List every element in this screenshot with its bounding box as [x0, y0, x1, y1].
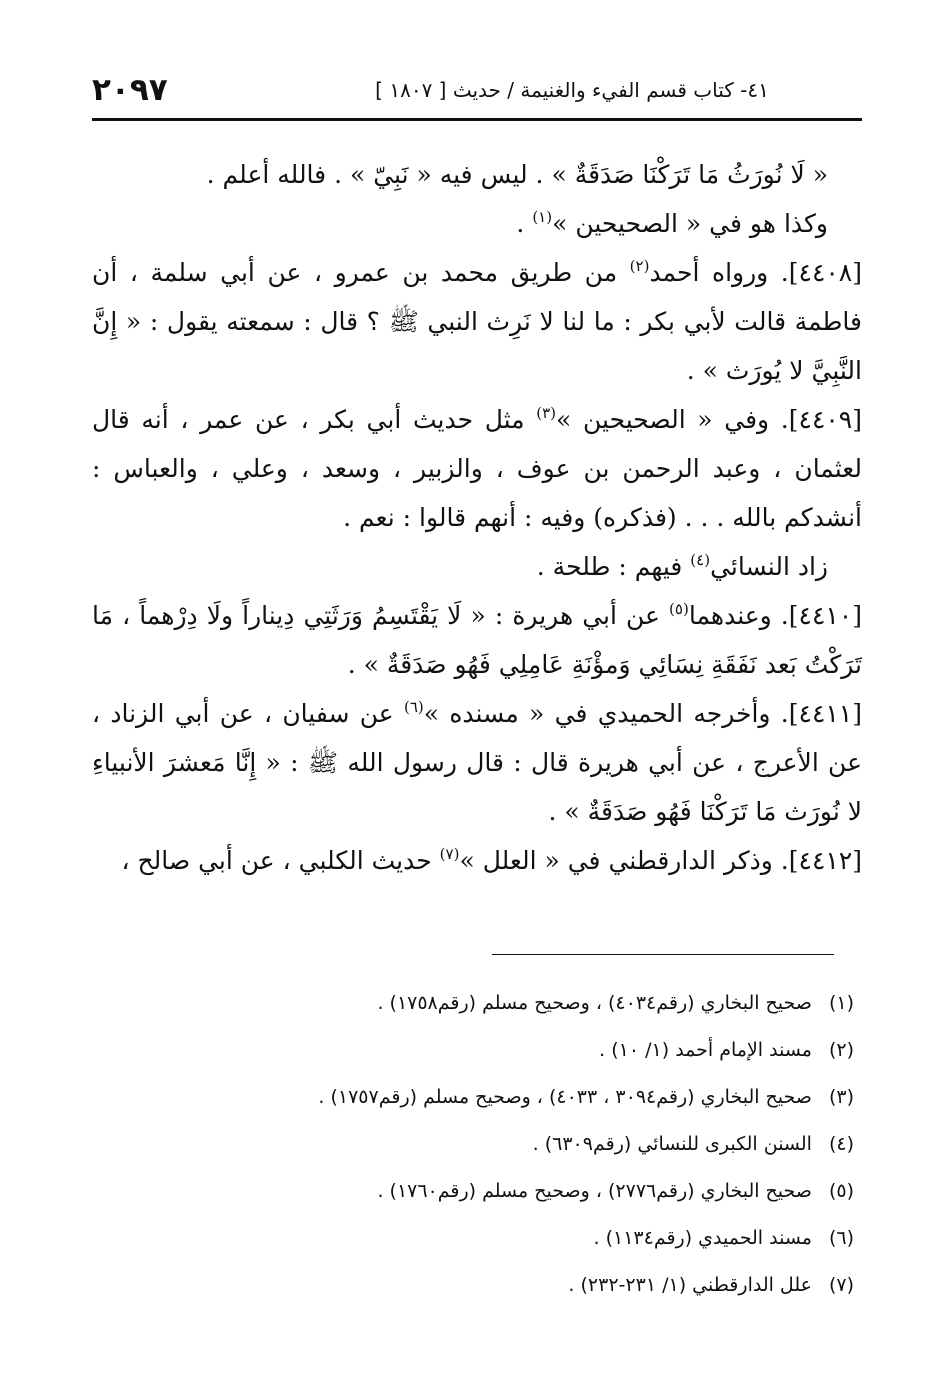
footnotes	[92, 980, 862, 1309]
hadith-4408	[92, 248, 862, 395]
nasai-intro: زاد النسائي	[710, 552, 828, 581]
hadith-4410	[92, 591, 862, 689]
hadith-text: حديث الكلبي ، عن أبي صالح ،	[121, 846, 440, 875]
footnote-3	[92, 1074, 862, 1121]
footnote-number: (٥)	[828, 1180, 854, 1202]
footnote-text: مسند الحميدي (رقم١١٣٤) .	[593, 1227, 812, 1249]
footnote-number: (١)	[828, 992, 854, 1014]
nasai-text: فيهم : طلحة .	[536, 552, 691, 581]
footnote-text: مسند الإمام أحمد (١/ ١٠) .	[599, 1039, 812, 1061]
footnote-number: (٢)	[828, 1039, 854, 1061]
footnote-2	[92, 1027, 862, 1074]
footnote-number: (٣)	[828, 1086, 854, 1108]
hadith-number: [٤٤٠٨]	[788, 258, 862, 287]
footnote-7	[92, 1262, 862, 1309]
paragraph-2-text: وكذا هو في « الصحيحين »	[552, 209, 828, 238]
footnote-ref-5[interactable]: (٥)	[669, 600, 689, 618]
footnote-ref-1[interactable]: (١)	[532, 208, 553, 226]
footnote-4	[92, 1121, 862, 1168]
footnote-number: (٤)	[828, 1133, 854, 1155]
paragraph-2	[92, 199, 862, 248]
footnote-text: صحيح البخاري (رقم٤٠٣٤) ، وصحيح مسلم (رقم١٧٥٨) .	[377, 992, 812, 1014]
paragraph-1: « لَا نُورَثُ مَا تَرَكْنَا صَدَقَةٌ » . ليس فيه « نَبِيّ » . فالله أعلم .	[206, 160, 828, 189]
footnote-text: السنن الكبرى للنسائي (رقم٦٣٠٩) .	[532, 1133, 812, 1155]
hadith-text: من طريق محمد بن عمرو ، عن أبي سلمة ، أن فاطمة قالت لأبي بكر : ما لنا لا نَرِث النبي ﷺ ؟ قال : سمعته يقول : « إِنَّ النَّبِيَّ لا يُورَث » .	[92, 258, 862, 385]
footnote-text: صحيح البخاري (رقم٣٠٩٤ ، ٤٠٣٣) ، وصحيح مسلم (رقم١٧٥٧) .	[318, 1086, 812, 1108]
footnote-6	[92, 1215, 862, 1262]
hadith-intro: . وفي « الصحيحين »	[556, 405, 789, 434]
footnote-5	[92, 1168, 862, 1215]
main-text	[92, 150, 862, 885]
footnote-text: صحيح البخاري (رقم٢٧٧٦) ، وصحيح مسلم (رقم١٧٦٠) .	[377, 1180, 812, 1202]
hadith-number: [٤٤٠٩]	[788, 405, 862, 434]
hadith-number: [٤٤١٢]	[788, 846, 862, 875]
footnote-ref-4[interactable]: (٤)	[690, 551, 711, 569]
header-rule	[92, 118, 862, 121]
page-number: ٢٠٩٧	[92, 72, 168, 108]
hadith-text: عن سفيان ، عن أبي الزناد ، عن الأعرج ، عن أبي هريرة قال : قال رسول الله ﷺ : « إِنَّا مَعشرَ الأنبياءِ لا نُورَث مَا تَرَكْنَا فَهُو صَدَقَةٌ » .	[92, 699, 862, 826]
hadith-4411	[92, 689, 862, 836]
page-header	[92, 66, 862, 112]
footnote-ref-7[interactable]: (٧)	[439, 845, 460, 863]
hadith-intro: . وذكر الدارقطني في « العلل »	[459, 846, 789, 875]
footnote-text: علل الدارقطني (١/ ٢٣١-٢٣٢) .	[568, 1274, 812, 1296]
hadith-text: مثل حديث أبي بكر ، عن عمر ، أنه قال لعثمان ، وعبد الرحمن بن عوف ، والزبير ، وسعد ، وعلي ، والعباس : أنشدكم بالله . . . (فذكره) وفيه : أنهم قالوا : نعم .	[92, 405, 862, 532]
footnote-number: (٦)	[828, 1227, 854, 1249]
hadith-intro: . وعندهما	[688, 601, 789, 630]
paragraph-2-end: .	[516, 209, 533, 238]
hadith-4409	[92, 395, 862, 542]
hadith-4412	[92, 836, 862, 885]
hadith-intro: . ورواه أحمد	[649, 258, 789, 287]
footnote-ref-6[interactable]: (٦)	[403, 698, 424, 716]
footnote-ref-2[interactable]: (٢)	[629, 257, 650, 275]
footnote-ref-3[interactable]: (٣)	[536, 404, 557, 422]
footnote-number: (٧)	[828, 1274, 854, 1296]
footnote-separator	[492, 954, 834, 955]
hadith-number: [٤٤١١]	[788, 699, 862, 728]
hadith-text: عن أبي هريرة : « لَا يَقْتَسِمُ وَرَثَتِي دِيناراً ولَا دِرْهماً ، مَا تَرَكْتُ بَعد نَفَقَةِ نِسَائِي وَمؤْنَةِ عَامِلِي فَهُو صَدَقَةٌ » .	[92, 601, 862, 679]
running-head: ٤١- كتاب قسم الفيء والغنيمة / حديث [ ١٨٠٧ ]	[375, 78, 769, 102]
hadith-intro: . وأخرجه الحميدي في « مسنده »	[423, 699, 789, 728]
footnote-1	[92, 980, 862, 1027]
nasai-addition	[92, 542, 862, 591]
hadith-number: [٤٤١٠]	[788, 601, 862, 630]
